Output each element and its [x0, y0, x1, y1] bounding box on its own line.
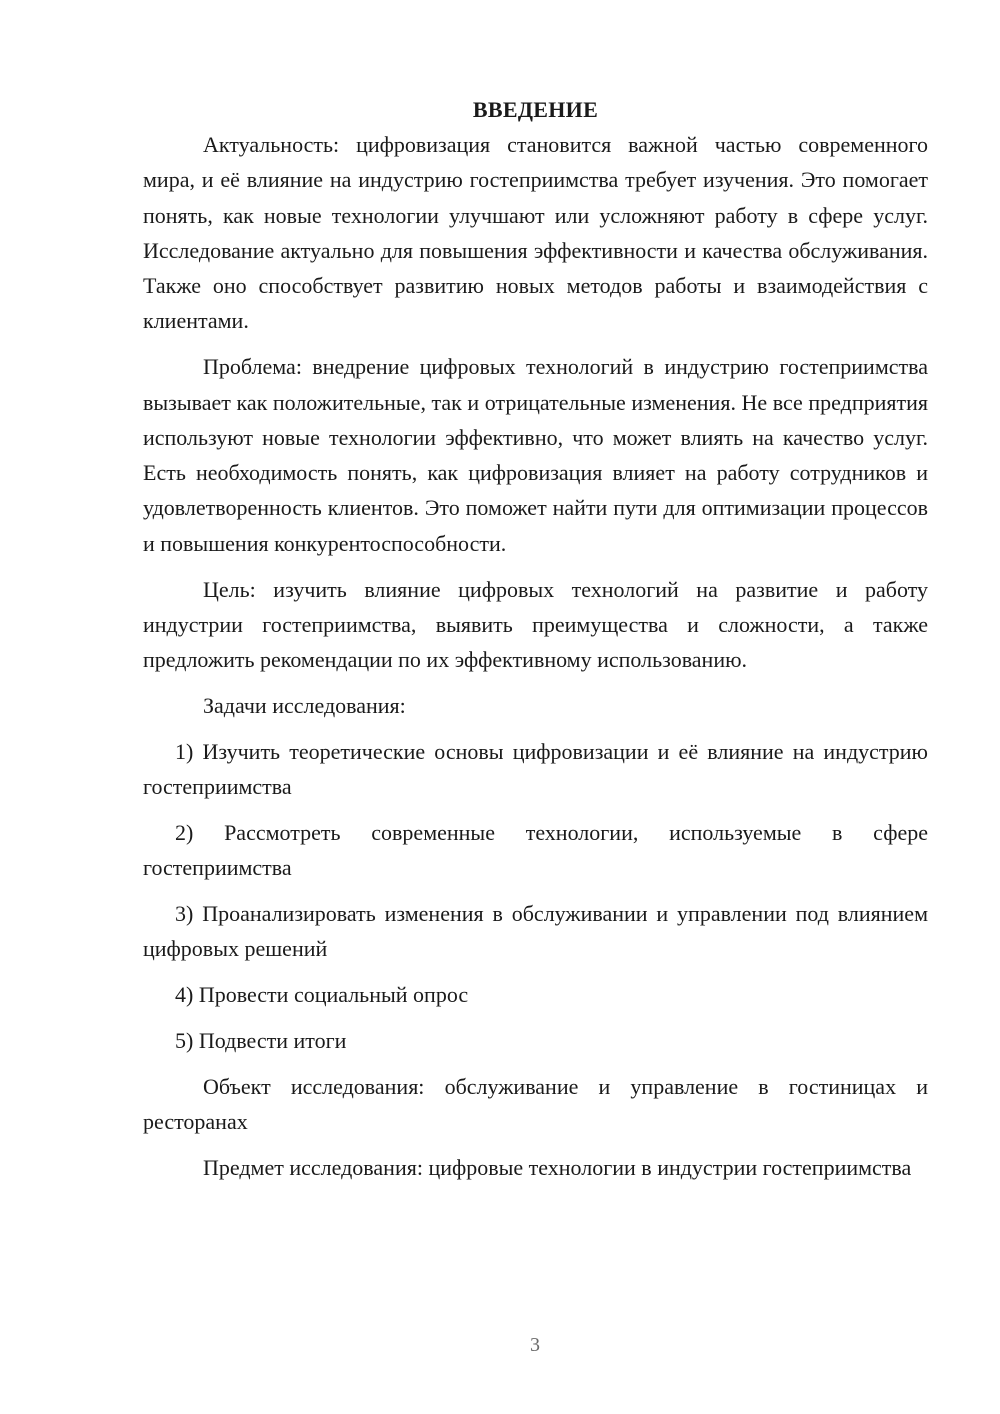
- page-title: ВВЕДЕНИЕ: [472, 97, 599, 122]
- task-item-4: 4) Провести социальный опрос: [175, 982, 469, 1008]
- research-subject-paragraph: Предмет исследования: цифровые технологии в индустрии гостеприимства: [203, 1154, 912, 1180]
- task-item-2: 2) Рассмотреть современные технологии, используемые в сфере гостеприимства: [143, 819, 928, 881]
- task-item-3: 3) Проанализировать изменения в обслуживании и управлении под влиянием цифровых решений: [143, 900, 928, 962]
- problem-paragraph: Проблема: внедрение цифровых технологий в индустрию гостеприимства вызывает как положительные, так и отрицательные изменения. Не все предприятия используют новые технологии эффективно, что может влиять на качество услуг. Есть необходимость понять, как цифровизация влияет на работу сотрудников и удовлетворенность клиентов. Это поможет найти пути для оптимизации процессов и повышения конкурентоспособности.: [143, 354, 928, 556]
- document-page: [143, 95, 928, 1185]
- page-number: 3: [530, 1334, 540, 1356]
- tasks-heading: Задачи исследования:: [203, 692, 406, 718]
- task-item-1: 1) Изучить теоретические основы цифровизации и её влияние на индустрию гостеприимства: [143, 738, 928, 800]
- goal-paragraph: Цель: изучить влияние цифровых технологий на развитие и работу индустрии гостеприимства, выявить преимущества и сложности, а также предложить рекомендации по их эффективному использованию.: [143, 576, 928, 673]
- research-object-paragraph: Объект исследования: обслуживание и управление в гостиницах и ресторанах: [143, 1073, 928, 1134]
- relevance-paragraph: Актуальность: цифровизация становится важной частью современного мира, и её влияние на индустрию гостеприимства требует изучения. Это помогает понять, как новые технологии улучшают или усложняют работу в сфере услуг. Исследование актуально для повышения эффективности и качества обслуживания. Также оно способствует развитию новых методов работы и взаимодействия с клиентами.: [143, 132, 928, 334]
- task-item-5: 5) Подвести итоги: [175, 1027, 347, 1053]
